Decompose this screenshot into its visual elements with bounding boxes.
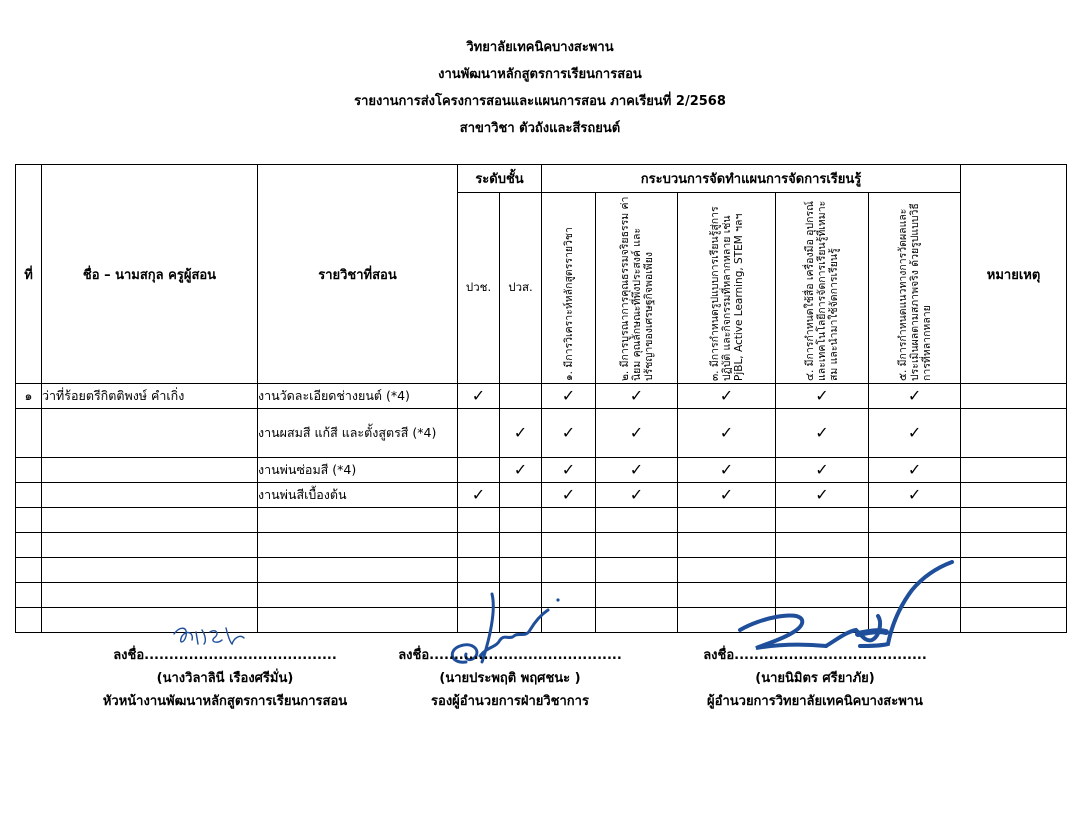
- row-remark: [961, 483, 1067, 508]
- check-pvs: [500, 384, 542, 409]
- check-process-4: ✓: [776, 409, 869, 458]
- header-no: ที่: [16, 165, 42, 384]
- signature-line: ลงชื่อ.......................................: [113, 648, 337, 663]
- row-subject: งานพ่นซ่อมสี (*4): [258, 458, 458, 483]
- signature-line: ลงชื่อ.......................................: [398, 648, 622, 663]
- check-process-2: ✓: [596, 483, 678, 508]
- signature-block-2: [385, 644, 635, 713]
- empty-row: [16, 508, 1067, 533]
- check-pvc: ✓: [458, 384, 500, 409]
- check-pvs: ✓: [500, 458, 542, 483]
- check-process-5: ✓: [869, 409, 961, 458]
- header-process-3: [678, 193, 776, 384]
- signer-name: (นายนิมิตร ศรียาภัย): [755, 671, 875, 686]
- signature-line: ลงชื่อ.......................................: [703, 648, 927, 663]
- row-no: [16, 458, 42, 483]
- college-name: วิทยาลัยเทคนิคบางสะพาน: [466, 40, 614, 55]
- row-teacher: ว่าที่ร้อยตรีกิตติพงษ์ คำเกิ่ง: [42, 384, 258, 409]
- check-process-3: ✓: [678, 384, 776, 409]
- document-header: [0, 34, 1080, 142]
- signer-position: หัวหน้างานพัฒนาหลักสูตรการเรียนการสอน: [102, 694, 348, 709]
- check-process-5: ✓: [869, 483, 961, 508]
- check-process-5: ✓: [869, 384, 961, 409]
- header-process-5: [869, 193, 961, 384]
- table-row: [16, 458, 1067, 483]
- check-pvc: [458, 409, 500, 458]
- check-process-1: ✓: [542, 483, 596, 508]
- row-subject: งานพ่นสีเบื้องต้น: [258, 483, 458, 508]
- check-process-2: ✓: [596, 384, 678, 409]
- check-process-3: ✓: [678, 409, 776, 458]
- header-process-2: [596, 193, 678, 384]
- check-pvc: [458, 458, 500, 483]
- check-pvs: ✓: [500, 409, 542, 458]
- signature-block-3: [670, 644, 960, 713]
- header-subject: รายวิชาที่สอน: [258, 165, 458, 384]
- row-no: ๑: [16, 384, 42, 409]
- signer-name: (นางวิลาลินี เรืองศรีมั่น): [156, 671, 294, 686]
- row-teacher: [42, 483, 258, 508]
- table-row: [16, 483, 1067, 508]
- process-1-text: ๑. มีการวิเคราะห์หลักสูตรรายวิชา: [562, 227, 575, 381]
- check-process-4: ✓: [776, 384, 869, 409]
- check-process-4: ✓: [776, 483, 869, 508]
- row-no: [16, 483, 42, 508]
- header-remark: หมายเหตุ: [961, 165, 1067, 384]
- header-level-group: ระดับชั้น: [458, 165, 542, 193]
- table-row: [16, 409, 1067, 458]
- row-subject: งานผสมสี แก้สี และตั้งสูตรสี (*4): [258, 409, 458, 458]
- process-3-text: ๓. มีการกำหนดรูปแบบการเรียนรู้สู่การปฏิบัติ และกิจกรรมที่หลากหลาย เช่น PjBL, Active Learning, STEM ฯลฯ: [708, 206, 745, 381]
- check-process-5: ✓: [869, 458, 961, 483]
- check-process-3: ✓: [678, 458, 776, 483]
- signer-position: รองผู้อำนวยการฝ่ายวิชาการ: [431, 694, 589, 709]
- check-pvc: ✓: [458, 483, 500, 508]
- row-subject: งานวัดละเอียดช่างยนต์ (*4): [258, 384, 458, 409]
- row-no: [16, 409, 42, 458]
- check-process-2: ✓: [596, 409, 678, 458]
- row-remark: [961, 384, 1067, 409]
- signature-block-1: [80, 644, 370, 713]
- check-process-1: ✓: [542, 409, 596, 458]
- check-process-1: ✓: [542, 384, 596, 409]
- header-process-1: [542, 193, 596, 384]
- row-teacher: [42, 458, 258, 483]
- process-5-text: ๕. มีการกำหนดแนวทางการวัดผลและประเมินผลตามสภาพจริง ด้วยรูปแบบวิธีการที่หลากหลาย: [896, 203, 933, 381]
- program-name: สาขาวิชา ตัวถังและสีรถยนต์: [459, 121, 621, 136]
- report-title: รายงานการส่งโครงการสอนและแผนการสอน ภาคเรียนที่ 2/2568: [354, 94, 726, 109]
- empty-row: [16, 533, 1067, 558]
- signer-name: (นายประพฤติ พฤศชนะ ): [439, 671, 581, 686]
- header-level-pvc: ปวช.: [458, 193, 500, 384]
- check-process-1: ✓: [542, 458, 596, 483]
- process-4-text: ๔. มีการกำหนดใช้สื่อ เครื่องมือ อุปกรณ์ และเทคโนโลยีการจัดการเรียนรู้ที่เหมาะสม และนำมาใช้จัดการเรียนรู้: [804, 200, 840, 381]
- process-2-text: ๒. มีการบูรณาการคุณธรรมจริยธรรม ค่านิยม คุณลักษณะที่พึงประสงค์ และปรัชญาของเศรษฐกิจพอเพียง: [618, 196, 655, 381]
- check-process-2: ✓: [596, 458, 678, 483]
- header-teacher-name: ชื่อ – นามสกุล ครูผู้สอน: [42, 165, 258, 384]
- check-pvs: [500, 483, 542, 508]
- signer-position: ผู้อำนวยการวิทยาลัยเทคนิคบางสะพาน: [707, 694, 923, 709]
- header-process-4: [776, 193, 869, 384]
- department-name: งานพัฒนาหลักสูตรการเรียนการสอน: [438, 67, 642, 82]
- header-process-group: กระบวนการจัดทำแผนการจัดการเรียนรู้: [542, 165, 961, 193]
- table-row: [16, 384, 1067, 409]
- row-remark: [961, 458, 1067, 483]
- row-remark: [961, 409, 1067, 458]
- check-process-3: ✓: [678, 483, 776, 508]
- check-process-4: ✓: [776, 458, 869, 483]
- header-level-pvs: ปวส.: [500, 193, 542, 384]
- row-teacher: [42, 409, 258, 458]
